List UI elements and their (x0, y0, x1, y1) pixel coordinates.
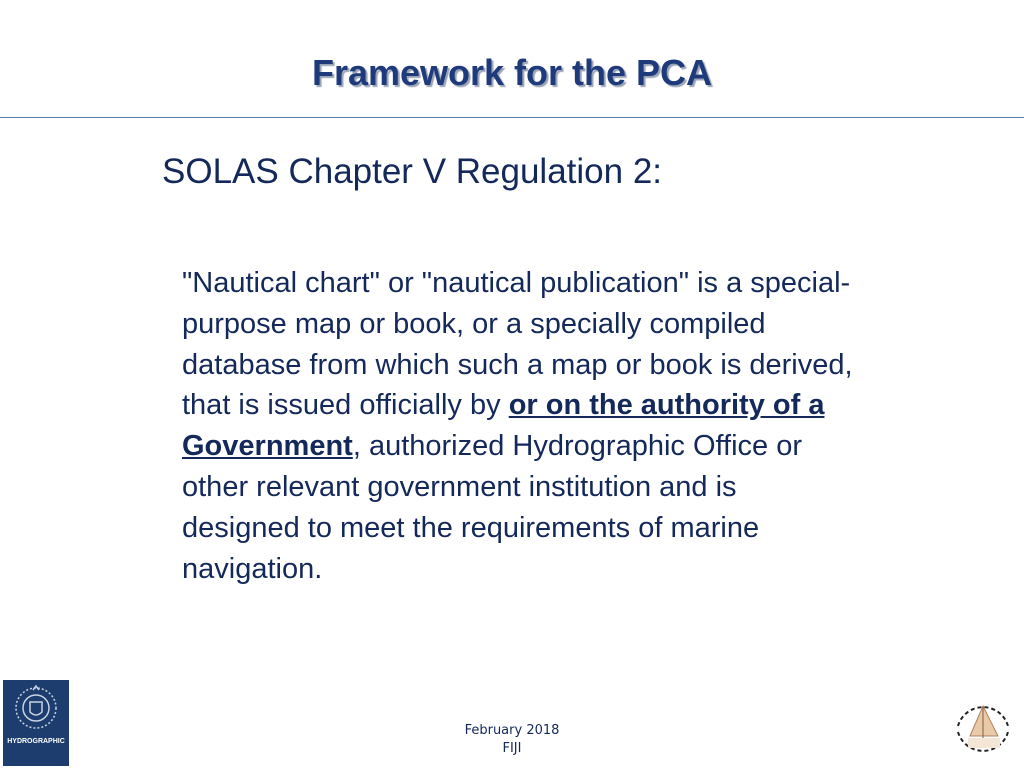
commission-logo (946, 692, 1020, 764)
footer-location: FIJI (502, 741, 522, 756)
logo-caption: HYDROGRAPHIC (7, 738, 65, 745)
definition-emphasis: or on the authority of a Government (182, 389, 825, 463)
definition-text-part2: , authorized Hydrographic Office or other relevant government institution and is designed to meet the requirements of marine navigation. (182, 430, 803, 585)
compass-rose-icon (946, 692, 1020, 764)
slide-footer (412, 722, 612, 758)
footer-date: February 2018 (464, 723, 560, 738)
slide-subtitle: SOLAS Chapter V Regulation 2: (162, 152, 663, 191)
definition-text-part1: "Nautical chart" or "nautical publication" is a special-purpose map or book, or a specially compiled database from which such a map or book is derived, that is issued officially by (182, 267, 853, 422)
title-divider (0, 117, 1024, 118)
slide-title: Framework for the PCA (311, 52, 713, 93)
definition-paragraph (182, 263, 862, 589)
hydrographic-office-logo (3, 680, 69, 766)
hydrographic-office-crest-icon (3, 680, 69, 738)
